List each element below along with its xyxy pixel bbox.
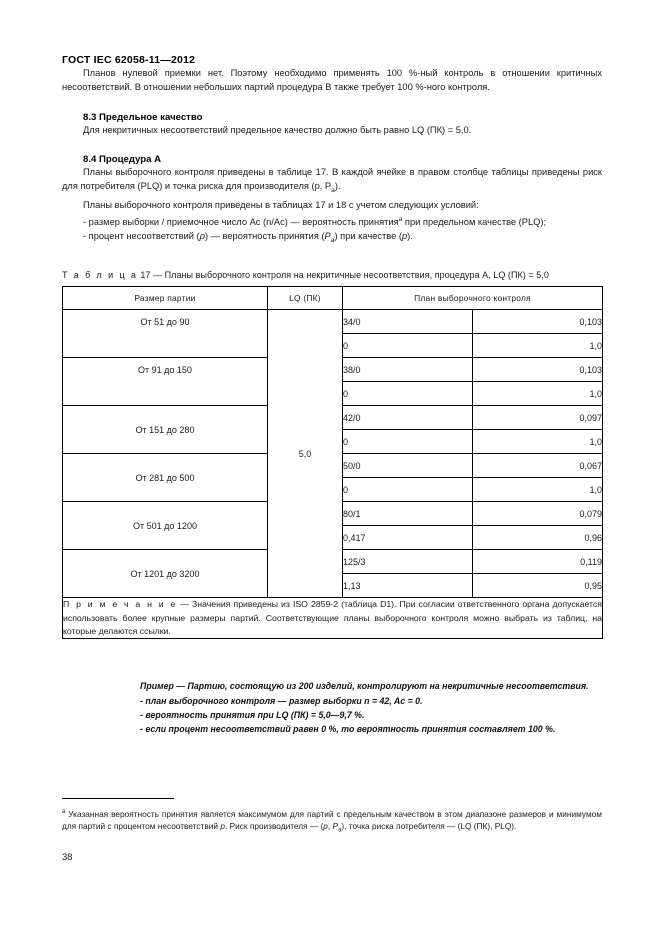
footnote-part-4: ), точка риска потребителя — (LQ (ПК), PLQ). [341,821,517,832]
table-caption-text: — Планы выборочного контроля на некритичные несоответствия, процедура А, LQ (ПК) = 5,0 [153,270,549,281]
footnote [62,806,602,838]
table-caption-label: Т а б л и ц а [62,270,138,281]
page-content [62,0,602,736]
cell-prob-b-5: 0,96 [473,526,603,550]
cell-prob-a-1: 0,103 [473,310,603,334]
cell-lot-size-1: От 51 до 90 [63,310,268,334]
symbol-p: p [402,231,408,242]
paragraph-conditions-lead: Планы выборочного контроля приведены в таблицах 17 и 18 с учетом следующих условий: [83,200,479,211]
table-note-row [63,598,603,639]
condition-sample-size-text: - размер выборки / приемочное число Ac (n/Ac) — вероятность принятия [83,216,399,227]
cell-prob-a-5: 0,079 [473,502,603,526]
footnote-marker: а [62,809,66,815]
condition-nc-b: ) — вероятность принятия ( [204,231,325,242]
cell-lot-size-3: От 151 до 280 [63,406,268,454]
cell-lot-size-2: От 91 до 150 [63,358,268,382]
paragraph-plans-close: ). [334,181,341,192]
cell-plan-b-3: 0 [343,430,473,454]
cell-prob-b-6: 0,95 [473,574,603,598]
footnote-symbol-P: P [332,821,339,832]
footnote-separator [62,798,174,799]
condition-nc-c: ) при качестве ( [334,231,402,242]
running-head: ГОСТ IEC 62058-11—2012 [62,54,196,66]
cell-prob-b-3: 1,0 [473,430,603,454]
footnote-symbol-p-2: p [323,821,328,832]
cell-plan-b-1: 0 [343,334,473,358]
cell-prob-a-6: 0,119 [473,550,603,574]
cell-lot-size-2-cont [63,382,268,406]
table-note [63,598,603,639]
paragraph-8-3: Для некритичных несоответствий предельное качество должно быть равно LQ (ПК) = 5,0. [83,124,472,135]
paragraph-pa-subscript: а [331,187,335,195]
table-header-row [63,287,603,310]
footnote-symbol-p: p [220,821,225,832]
cell-lot-size-4: От 281 до 500 [63,454,268,502]
cell-lot-size-6: От 1201 до 3200 [63,550,268,598]
example-line-4: - если процент несоответствий равен 0 %, то вероятность принятия составляет 100 %. [140,724,556,735]
condition-sample-size-text-end: при предельном качестве (PLQ); [402,216,547,227]
example-line-1: Пример — Партию, состоящую из 200 изделий, контролируют на некритичные несоответствия. [140,681,589,692]
table-row [63,310,603,334]
symbol-rho: ρ [199,231,205,242]
cell-prob-a-2: 0,103 [473,358,603,382]
table-caption [62,270,602,280]
table-caption-number: 17 [140,270,151,281]
cell-plan-a-6: 125/3 [343,550,473,574]
cell-lot-size-5: От 501 до 1200 [63,502,268,550]
sampling-plan-table [62,286,603,639]
intro-paragraph: Планов нулевой приемки нет. Поэтому необходимо применять 100 %-ный контроль в отношении критичных несоответствий. В отношении небольших партий процедура В также требует 100 %-ного контроля. [62,68,602,93]
table-note-label: П р и м е ч а н и е [63,599,178,610]
header-lq: LQ (ПК) [268,287,343,310]
footnote-part-2: . Риск производителя — ( [224,821,324,832]
cell-plan-b-4: 0 [343,478,473,502]
symbol-P: P [324,231,331,242]
header-lot-size: Размер партии [63,287,268,310]
cell-prob-a-4: 0,067 [473,454,603,478]
cell-prob-b-1: 1,0 [473,334,603,358]
paragraph-plans-table-17 [62,165,602,198]
cell-lq-value: 5,0 [268,310,343,598]
cell-plan-b-2: 0 [343,382,473,406]
cell-plan-a-2: 38/0 [343,358,473,382]
footnote-symbol-P-subscript: а [338,828,342,835]
example-block [140,679,602,736]
cell-plan-a-3: 42/0 [343,406,473,430]
cell-prob-b-4: 1,0 [473,478,603,502]
heading-8-4: 8.4 Процедура А [83,153,162,165]
heading-8-3: 8.3 Предельное качество [83,111,203,123]
condition-nc-d: ). [407,231,413,242]
paragraph-plans-text: Планы выборочного контроля приведены в таблице 17. В каждой ячейке в правом столбце таблицы приведены риск для потребителя (PLQ) и точка риска для производителя (p, P [62,166,602,192]
example-line-2: - план выборочного контроля — размер выборки n = 42, Ac = 0. [140,695,423,706]
cell-lot-size-1-cont [63,334,268,358]
cell-plan-a-1: 34/0 [343,310,473,334]
cell-prob-b-2: 1,0 [473,382,603,406]
cell-plan-b-6: 1,13 [343,574,473,598]
symbol-P-subscript: а [330,236,335,244]
cell-plan-a-5: 80/1 [343,502,473,526]
footnote-ref-a: а [398,215,403,223]
cell-prob-a-3: 0,097 [473,406,603,430]
condition-sample-size [62,213,602,229]
footnote-part-1: Указанная вероятность принятия является максимумом для партий с предельным качеством в этом диапазоне размеров и минимумом для партий с процентом несоответствий [62,808,602,832]
condition-nc-a: - процент несоответствий ( [83,231,200,242]
condition-nonconformity-percent [62,229,602,248]
page-number: 38 [62,851,73,862]
cell-plan-a-4: 50/0 [343,454,473,478]
footnote-part-3: , [327,821,333,832]
table-note-text: — Значения приведены из ISO 2859-2 (таблица D1). При согласии ответственного органа допускается использовать более крупные размеры партий. Соответствующие планы выборочного контроля можно выбрать из таблиц, на которые делаются ссылки. [63,599,603,636]
cell-plan-b-5: 0,417 [343,526,473,550]
example-line-3: - вероятность принятия при LQ (ПК) = 5,0—9,7 %. [140,709,365,720]
header-sampling-plan: План выборочного контроля [343,287,603,310]
